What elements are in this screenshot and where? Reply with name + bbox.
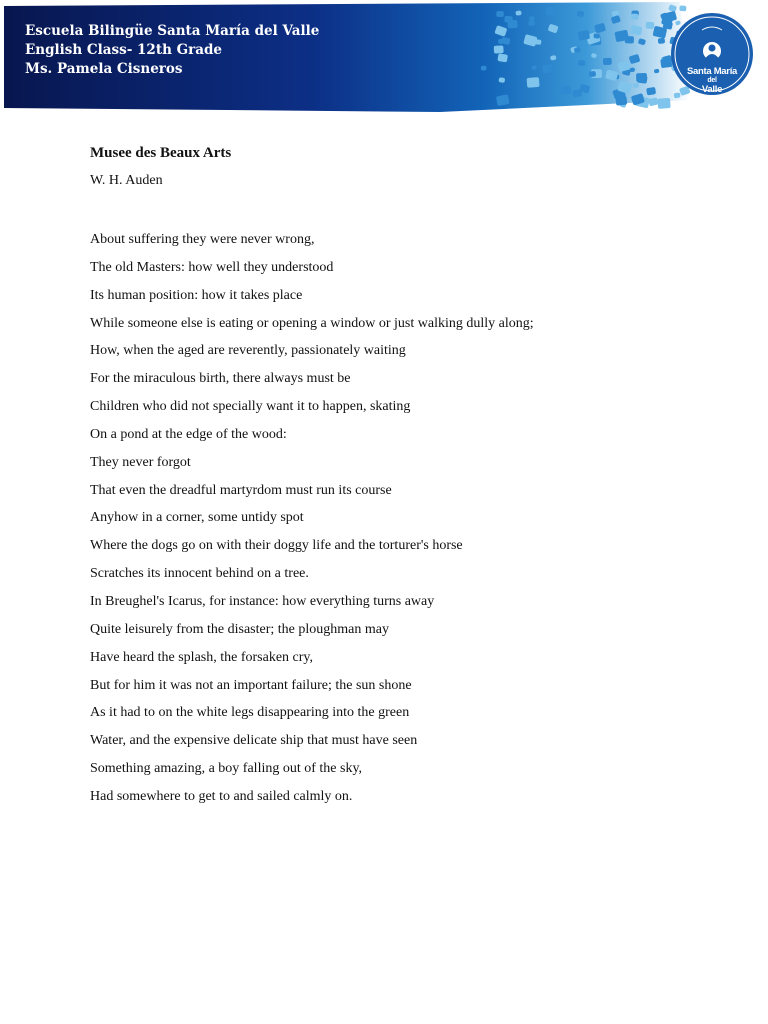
header-text (25, 22, 319, 79)
mosaic-tile (636, 73, 647, 82)
class-name: English Class- 12th Grade (25, 42, 222, 58)
mosaic-tile (561, 86, 571, 94)
poem-line: Scratches its innocent behind on a tree. (90, 566, 309, 582)
poem-line: That even the dreadful martyrdom must run its course (90, 482, 392, 498)
logo-text: Santa María del Valle (686, 66, 738, 95)
mosaic-tile (578, 60, 585, 66)
mosaic-tile (631, 14, 639, 20)
poem-line: The old Masters: how well they understood (90, 259, 334, 275)
poem-lines (90, 226, 534, 811)
poem-line: In Breughel's Icarus, for instance: how everything turns away (90, 593, 435, 609)
mosaic-tile (527, 77, 540, 88)
poem (90, 143, 534, 811)
poem-line: Children who did not specially want it to happen, skating (90, 399, 411, 415)
teacher-name: Ms. Pamela Cisneros (25, 61, 183, 77)
mosaic-tile (494, 45, 504, 53)
mosaic-tile (593, 33, 600, 39)
poem-line: About suffering they were never wrong, (90, 232, 315, 247)
mosaic-tile (497, 54, 507, 63)
mosaic-tile (658, 38, 665, 44)
mosaic-tile (646, 87, 656, 96)
poem-line: Something amazing, a boy falling out of the sky, (90, 761, 363, 777)
mosaic-tile (542, 64, 553, 73)
mosaic-tile (657, 98, 670, 109)
mosaic-tile (589, 71, 596, 77)
poem-line: They never forgot (90, 454, 191, 470)
poem-title: Musee des Beaux Arts (90, 145, 232, 161)
mosaic-tile (679, 5, 686, 11)
poem-line: Where the dogs go on with their doggy life and the torturer's horse (90, 538, 463, 554)
mosaic-tile (646, 22, 655, 29)
school-name: Escuela Bilingüe Santa María del Valle (25, 23, 320, 39)
poem-author: W. H. Auden (90, 173, 163, 188)
poem-line: Quite leisurely from the disaster; the ploughman may (90, 621, 389, 637)
mosaic-tile (504, 16, 513, 23)
mosaic-tile (546, 7, 557, 16)
mosaic-tile (578, 30, 590, 41)
poem-line: Have heard the splash, the forsaken cry, (90, 649, 314, 665)
mosaic-tile (481, 66, 487, 71)
poem-line: For the miraculous birth, there always must be (90, 371, 351, 387)
header-banner (0, 0, 768, 118)
poem-line: As it had to on the white legs disappearing into the green (90, 705, 410, 721)
poem-line: But for him it was not an important failure; the sun shone (90, 677, 412, 693)
mosaic-tile (529, 16, 535, 20)
poem-line: Water, and the expensive delicate ship that must have seen (90, 733, 418, 749)
mosaic-tile (615, 96, 627, 106)
mosaic-tile (603, 58, 612, 65)
mosaic-tile (529, 21, 535, 26)
poem-line: How, when the aged are reverently, passionately waiting (90, 343, 406, 359)
poem-line: Had somewhere to get to and sailed calmly on. (90, 788, 353, 804)
poem-line: Anyhow in a corner, some untidy spot (90, 510, 304, 526)
school-logo (671, 12, 753, 96)
poem-line: While someone else is eating or opening a window or just walking dully along; (90, 315, 534, 331)
mosaic-tile (496, 11, 504, 17)
poem-line: Its human position: how it takes place (90, 287, 303, 303)
poem-line: On a pond at the edge of the wood: (90, 426, 287, 442)
mosaic-tile (625, 36, 634, 44)
